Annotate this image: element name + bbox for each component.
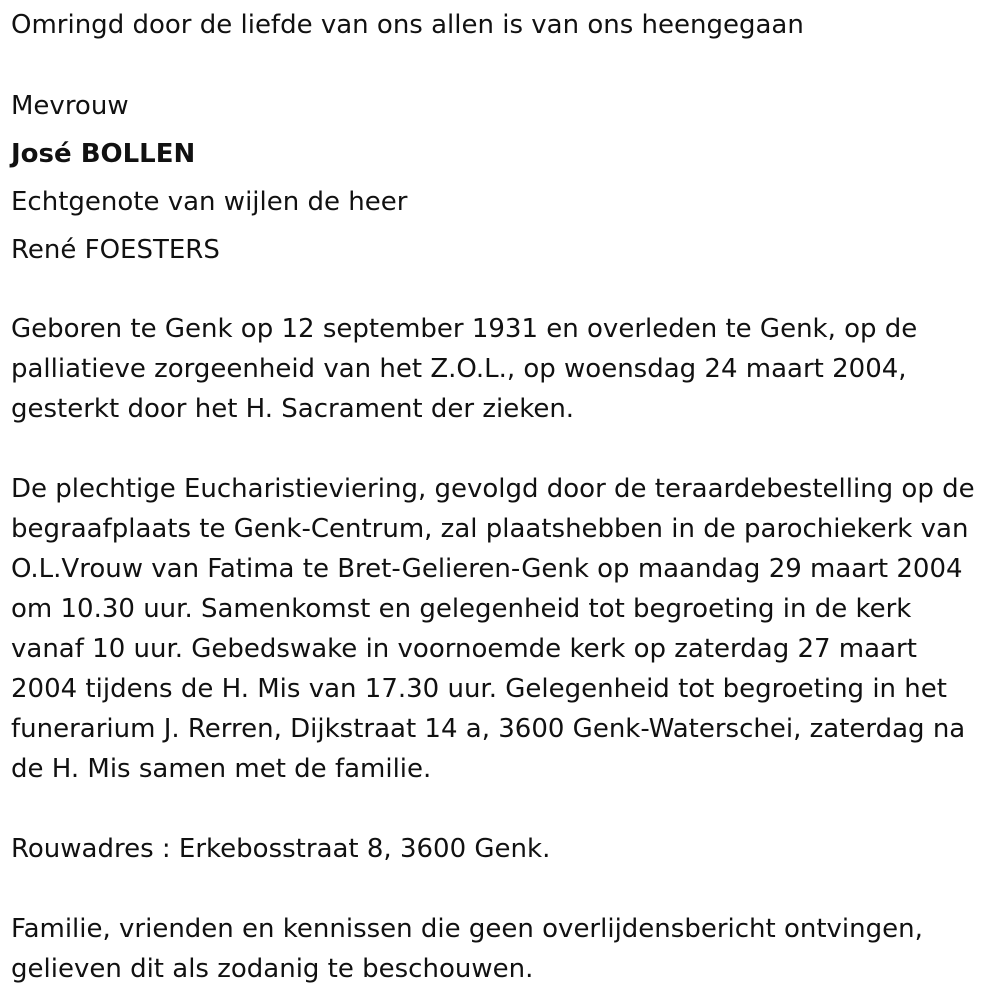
- spouse-name: René FOESTERS: [11, 235, 220, 265]
- family-note: Familie, vrienden en kennissen die geen overlijdensbericht ontvingen, gelieven dit als zodanig te beschouwen.: [11, 914, 923, 984]
- mourning-address: Rouwadres : Erkebosstraat 8, 3600 Genk.: [11, 834, 551, 864]
- birth-death-paragraph: Geboren te Genk op 12 september 1931 en overleden te Genk, op de palliatieve zorgeenheid van het Z.O.L., op woensdag 24 maart 2004, gesterkt door het H. Sacrament der zieken.: [11, 314, 918, 424]
- funeral-paragraph: De plechtige Eucharistieviering, gevolgd door de teraardebestelling op de begraafplaats te Genk-Centrum, zal plaatshebben in de parochiekerk van O.L.Vrouw van Fatima te Bret-Gelieren-Genk op maandag 29 maart 2004 om 10.30 uur. Samenkomst en gelegenheid tot begroeting in de kerk vanaf 10 uur. Gebedswake in voornoemde kerk op zaterdag 27 maart 2004 tijdens de H. Mis van 17.30 uur. Gelegenheid tot begroeting in het funerarium J. Rerren, Dijkstraat 14 a, 3600 Genk-Waterschei, zaterdag na de H. Mis samen met de familie.: [11, 474, 975, 784]
- relation-line: Echtgenote van wijlen de heer: [11, 187, 408, 217]
- deceased-name: José BOLLEN: [11, 139, 196, 169]
- salutation: Mevrouw: [11, 91, 129, 121]
- intro-line: Omringd door de liefde van ons allen is van ons heengegaan: [11, 10, 804, 40]
- deceased-block: [11, 82, 407, 274]
